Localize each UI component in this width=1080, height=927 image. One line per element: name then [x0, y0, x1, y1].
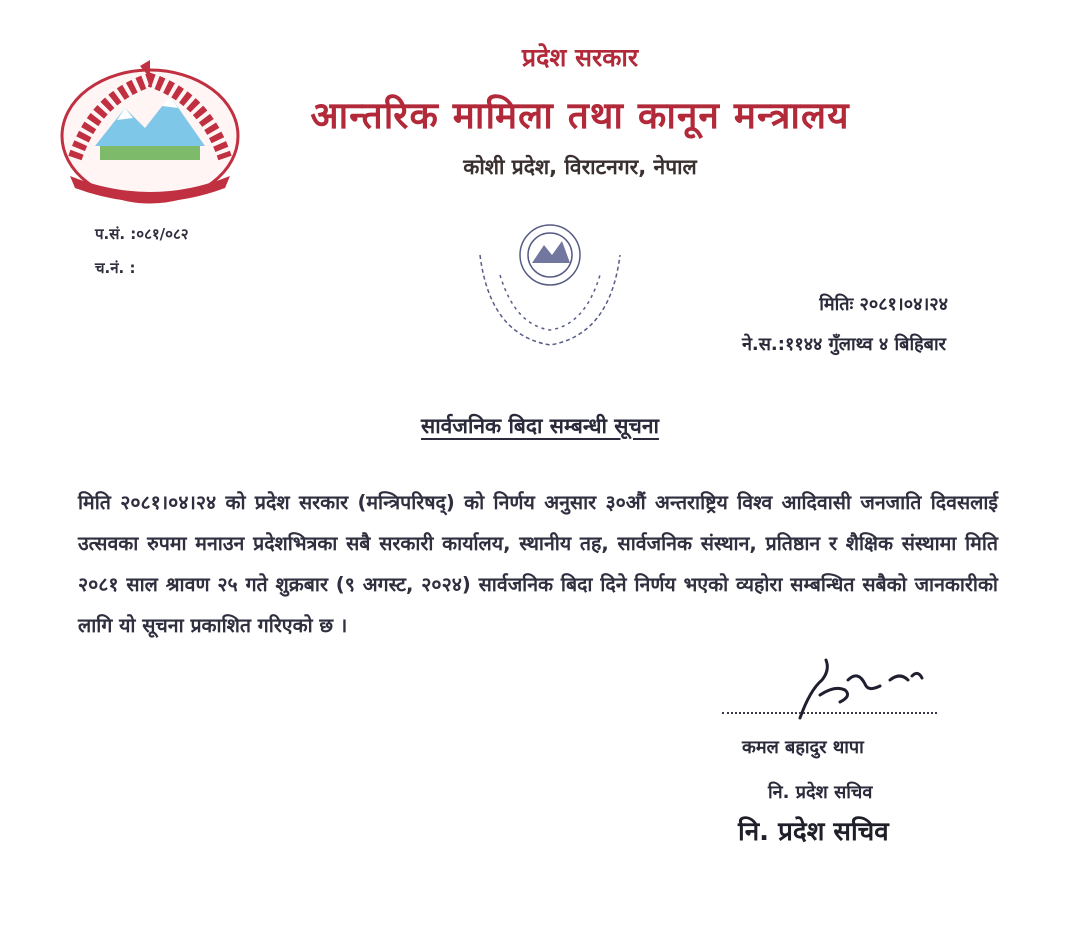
signatory-role: नि. प्रदेश सचिव: [768, 782, 873, 803]
dispatch-number: च.नं. :: [95, 259, 136, 277]
signature-line: [722, 712, 937, 714]
ministry-name: आन्तरिक मामिला तथा कानून मन्त्रालय: [310, 94, 850, 137]
letterhead: [250, 40, 910, 181]
bs-date: मितिः २०८१।०४।२४: [819, 294, 948, 315]
notice-body: मिति २०८१।०४।२४ को प्रदेश सरकार (मन्त्रिपरिषद्) को निर्णय अनुसार ३०औं अन्तराष्ट्रिय विश्व आदिवासी जनजाति दिवसलाई उत्सवका रुपमा मनाउन प्रदेशभित्रका सबै सरकारी कार्यालय, स्थानीय तह, सार्वजनिक संस्थान, प्रतिष्ठान र शैक्षिक संस्थामा मिति २०८१ साल श्रावण २५ गते शुक्रबार (९ अगस्ट, २०२४) सार्वजनिक बिदा दिने निर्णय भएको व्यहोरा सम्बन्धित सबैको जानकारीको लागि यो सूचना प्रकाशित गरिएको छ ।: [78, 491, 998, 637]
nepal-sambat-date: ने.स.:११४४ गुँलाथ्व ४ बिहिबार: [741, 334, 946, 355]
office-address: कोशी प्रदेश, विराटनगर, नेपाल: [463, 155, 697, 179]
notice-title: [0, 412, 1080, 440]
government-name: प्रदेश सरकार: [521, 43, 639, 72]
nepal-emblem-logo: [55, 58, 245, 208]
designation-stamp: नि. प्रदेश सचिव: [738, 817, 889, 847]
signatory-name: कमल बहादुर थापा: [742, 737, 864, 758]
reference-number: प.सं. :०८१/०८२: [95, 225, 189, 243]
notice-title-text: सार्वजनिक बिदा सम्बन्धी सूचना: [421, 414, 659, 438]
office-seal-stamp: [470, 215, 630, 360]
